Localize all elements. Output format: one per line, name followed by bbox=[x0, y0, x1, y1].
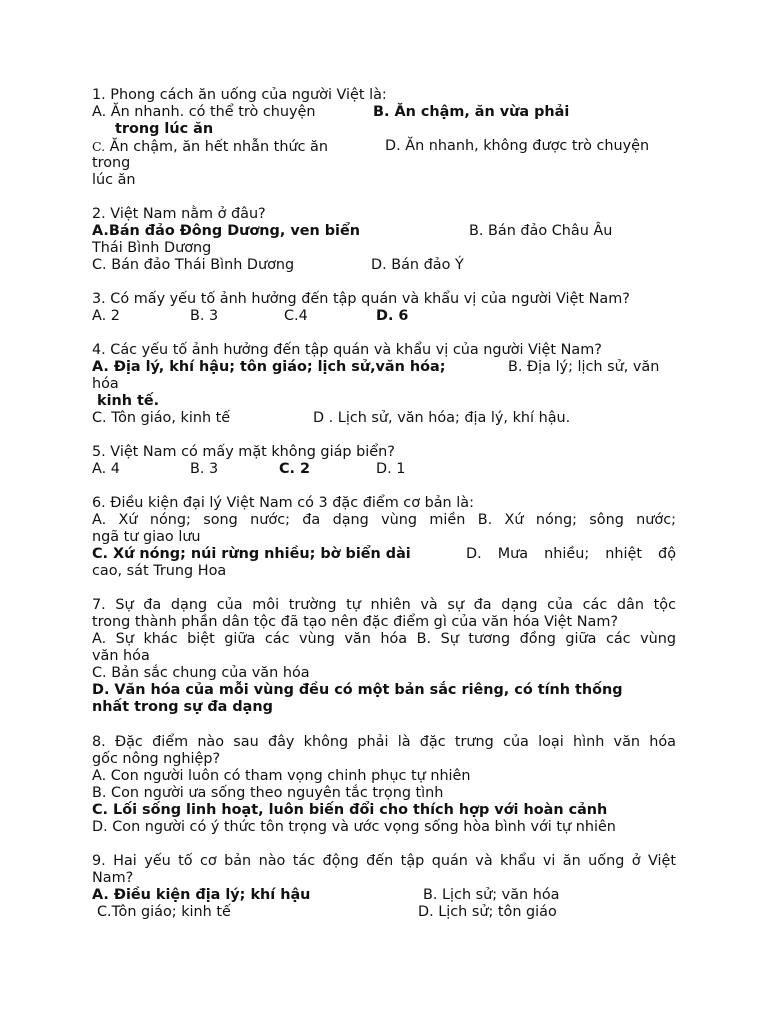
question-5-option-c-answer: C. 2 bbox=[279, 461, 311, 477]
question-9-option-a-answer: A. Điều kiện địa lý; khí hậu bbox=[92, 887, 311, 903]
question-1-option-b-continuation: trong lúc ăn bbox=[115, 121, 214, 137]
question-6-option-d: D. Mưa nhiều; nhiệt độ bbox=[466, 546, 676, 562]
question-8-option-a: A. Con người luôn có tham vọng chinh phục tự nhiên bbox=[92, 768, 471, 784]
question-4-option-b: B. Địa lý; lịch sử, văn bbox=[508, 359, 660, 375]
question-9-prompt-continuation: Nam? bbox=[92, 870, 134, 886]
question-4-option-b-continuation: hóa bbox=[92, 376, 119, 392]
question-8-prompt: 8. Đặc điểm nào sau đây không phải là đặc trưng của loại hình văn hóa bbox=[92, 734, 676, 750]
question-4-option-c: C. Tôn giáo, kinh tế bbox=[92, 410, 231, 426]
question-6-options-a-b: A. Xứ nóng; song nước; đa dạng vùng miền B. Xứ nóng; sông nước; bbox=[92, 512, 676, 528]
question-5-option-a: A. 4 bbox=[92, 461, 120, 477]
question-2-option-c: C. Bán đảo Thái Bình Dương bbox=[92, 257, 295, 273]
question-2-option-d: D. Bán đảo Ý bbox=[371, 257, 464, 273]
question-6-option-d-continuation: cao, sát Trung Hoa bbox=[92, 563, 227, 579]
question-5-option-b: B. 3 bbox=[190, 461, 219, 477]
question-1-option-a: A. Ăn nhanh. có thể trò chuyện bbox=[92, 104, 316, 120]
question-7-prompt: 7. Sự đa dạng của môi trường tự nhiên và sự đa dạng của các dân tộc bbox=[92, 597, 676, 613]
question-1-option-d: D. Ăn nhanh, không được trò chuyện bbox=[385, 138, 650, 154]
question-3-option-a: A. 2 bbox=[92, 308, 120, 324]
question-4-prompt: 4. Các yếu tố ảnh hưởng đến tập quán và khẩu vị của người Việt Nam? bbox=[92, 342, 602, 358]
question-6-option-c-answer: C. Xứ nóng; núi rừng nhiều; bờ biển dài bbox=[92, 546, 411, 562]
question-9-option-d: D. Lịch sử; tôn giáo bbox=[418, 904, 557, 920]
question-7-option-d-answer: D. Văn hóa của mỗi vùng đều có một bản sắc riêng, có tính thống bbox=[92, 682, 623, 698]
question-9-option-c: C.Tôn giáo; kinh tế bbox=[97, 904, 231, 920]
question-6-option-b-continuation: ngã tư giao lưu bbox=[92, 529, 201, 545]
question-8-option-b: B. Con người ưa sống theo nguyên tắc trọng tình bbox=[92, 785, 444, 801]
question-1-option-c-text: Ăn chậm, ăn hết nhẫn thức ăn bbox=[105, 139, 328, 155]
question-9-prompt: 9. Hai yếu tố cơ bản nào tác động đến tập quán và khẩu vi ăn uống ở Việt bbox=[92, 853, 676, 869]
question-7-option-c: C. Bản sắc chung của văn hóa bbox=[92, 665, 310, 681]
question-1-prompt: 1. Phong cách ăn uống của người Việt là: bbox=[92, 87, 387, 103]
question-2-prompt: 2. Việt Nam nằm ở đâu? bbox=[92, 206, 266, 222]
question-1-option-b-answer: B. Ăn chậm, ăn vừa phải bbox=[373, 104, 570, 120]
question-6-prompt: 6. Điều kiện đại lý Việt Nam có 3 đặc điểm cơ bản là: bbox=[92, 495, 474, 511]
question-3-option-b: B. 3 bbox=[190, 308, 219, 324]
question-3-prompt: 3. Có mấy yếu tố ảnh hưởng đến tập quán và khẩu vị của người Việt Nam? bbox=[92, 291, 630, 307]
question-4-option-d: D . Lịch sử, văn hóa; địa lý, khí hậu. bbox=[313, 410, 571, 426]
question-3-option-c: C.4 bbox=[284, 308, 308, 324]
question-7-option-d-continuation: nhất trong sự đa dạng bbox=[92, 699, 273, 715]
question-8-option-d: D. Con người có ý thức tôn trọng và ước vọng sống hòa bình với tự nhiên bbox=[92, 819, 616, 835]
question-8-option-c-answer: C. Lối sống linh hoạt, luôn biến đổi cho thích hợp với hoàn cảnh bbox=[92, 802, 608, 818]
question-7-prompt-continuation: trong thành phần dân tộc đã tạo nên đặc điểm gì của văn hóa Việt Nam? bbox=[92, 614, 618, 630]
question-8-prompt-continuation: gốc nông nghiệp? bbox=[92, 751, 221, 767]
question-9-option-b: B. Lịch sử; văn hóa bbox=[423, 887, 560, 903]
question-2-option-a-continuation: Thái Bình Dương bbox=[92, 240, 212, 256]
question-4-option-a-answer: A. Địa lý, khí hậu; tôn giáo; lịch sử,văn hóa; bbox=[92, 359, 446, 375]
question-1-option-d-continuation-1: trong bbox=[92, 155, 131, 171]
question-5-option-d: D. 1 bbox=[376, 461, 406, 477]
question-1-option-c bbox=[92, 138, 328, 156]
question-7-options-a-b: A. Sự khác biệt giữa các vùng văn hóa B. Sự tương đồng giữa các vùng bbox=[92, 631, 676, 647]
question-4-option-b-continuation-2: kinh tế. bbox=[97, 393, 160, 409]
question-7-option-b-continuation: văn hóa bbox=[92, 648, 150, 664]
question-1-option-c-letter: C. bbox=[92, 139, 106, 154]
question-5-prompt: 5. Việt Nam có mấy mặt không giáp biển? bbox=[92, 444, 395, 460]
question-1-option-d-continuation-2: lúc ăn bbox=[92, 172, 136, 188]
question-3-option-d-answer: D. 6 bbox=[376, 308, 409, 324]
question-2-option-b: B. Bán đảo Châu Âu bbox=[469, 223, 613, 239]
question-2-option-a-answer: A.Bán đảo Đông Dương, ven biển bbox=[92, 223, 360, 239]
